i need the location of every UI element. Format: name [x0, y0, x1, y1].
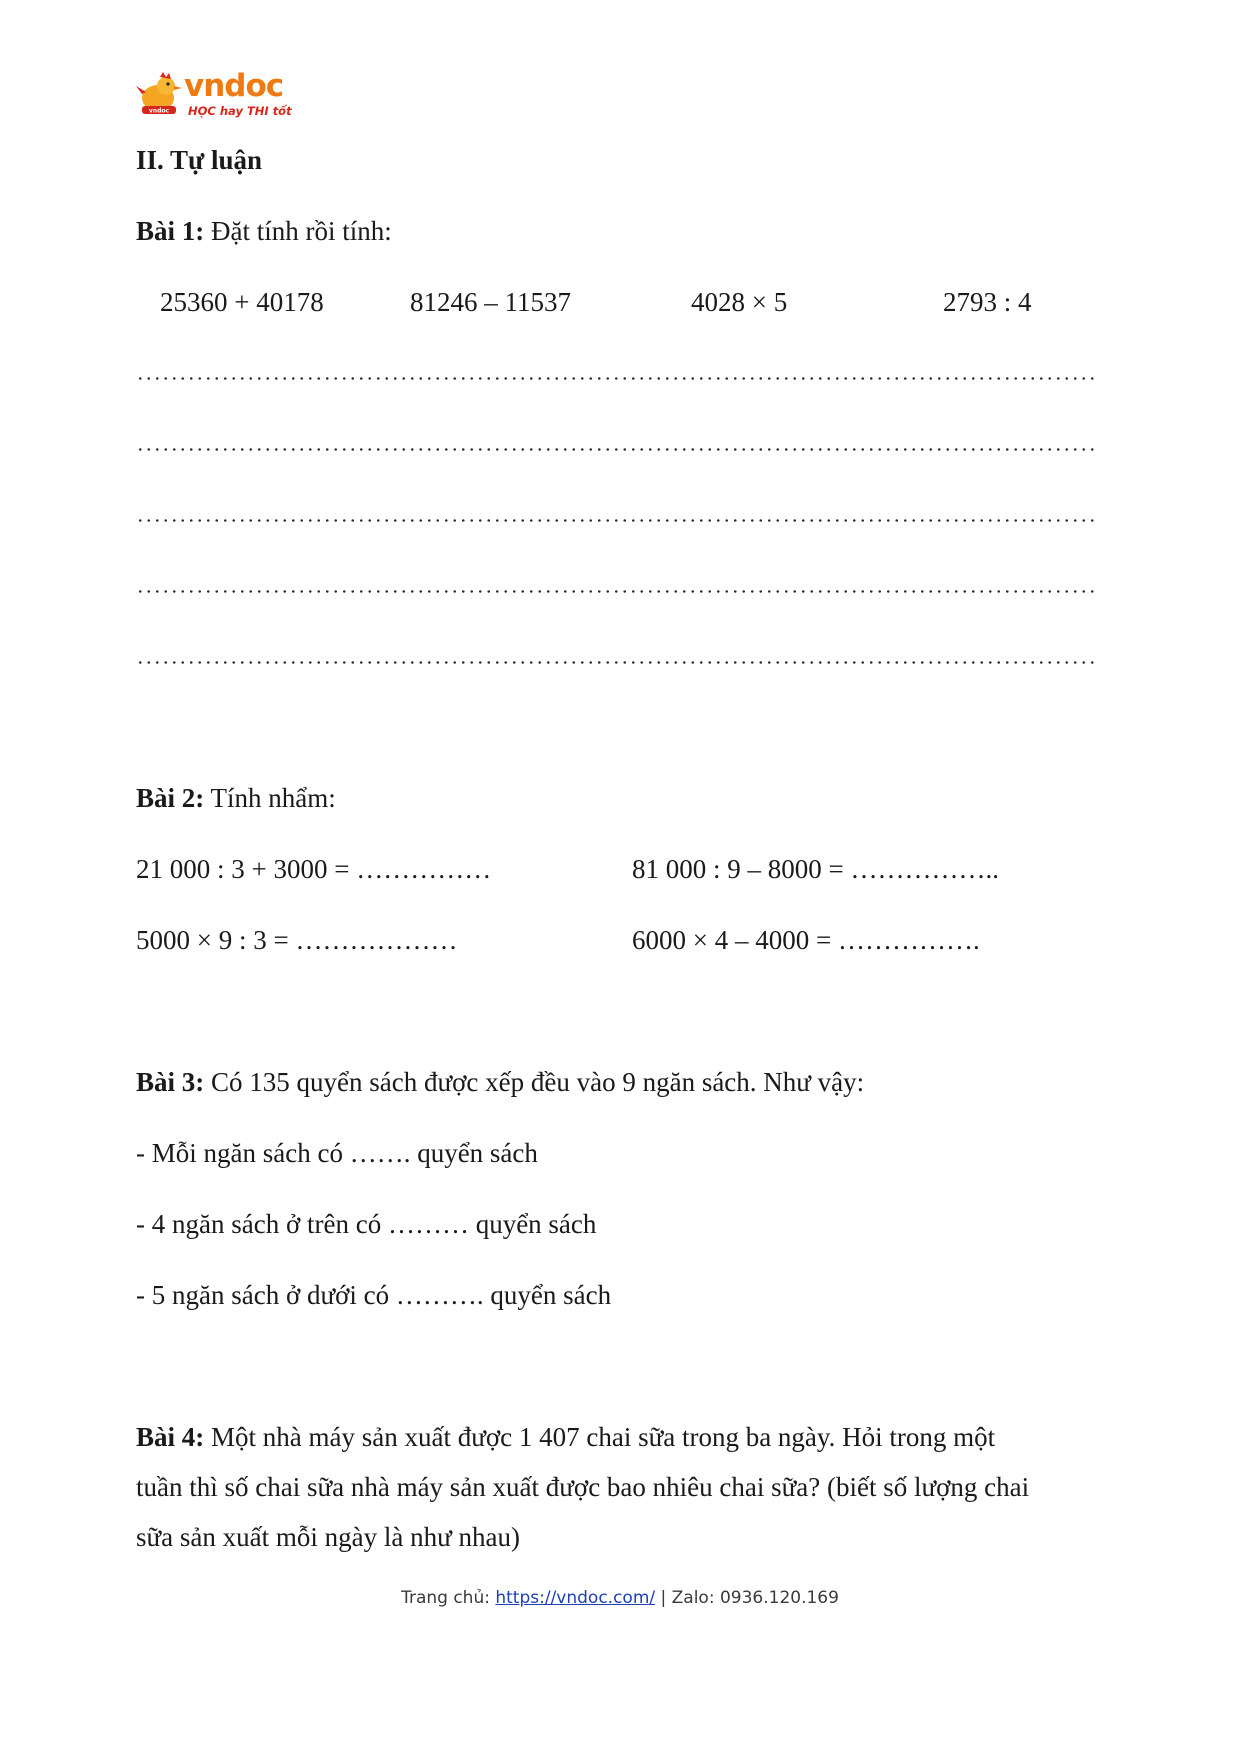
bai2-expression[interactable]: 81 000 : 9 – 8000 = …………….. [632, 854, 999, 884]
bai3-answer-line[interactable]: - 5 ngăn sách ở dưới có ………. quyển sách [136, 1280, 612, 1310]
bai2-label: Bài 2: [136, 783, 205, 813]
logo-tagline: HỌC hay THI tốt [188, 104, 292, 118]
answer-dotted-line[interactable] [136, 583, 1096, 597]
bai4-heading [136, 1421, 995, 1453]
bai2-heading [136, 782, 336, 814]
bai1-operation: 81246 – 11537 [410, 287, 571, 317]
bai3-answer-line[interactable]: - Mỗi ngăn sách có ……. quyển sách [136, 1138, 538, 1168]
footer-contact: | Zalo: 0936.120.169 [655, 1588, 839, 1608]
bai1-operation: 25360 + 40178 [160, 287, 324, 317]
bai4-label: Bài 4: [136, 1422, 205, 1452]
bai1-operation: 4028 × 5 [691, 287, 788, 317]
bai2-expression[interactable]: 21 000 : 3 + 3000 = …………… [136, 854, 492, 884]
logo-wordmark: vndoc [184, 68, 284, 104]
bai4-text-line: tuần thì số chai sữa nhà máy sản xuất được bao nhiêu chai sữa? (biết số lượng chai [136, 1472, 1030, 1502]
answer-dotted-line[interactable] [136, 654, 1096, 668]
homepage-link[interactable]: https://vndoc.com/ [495, 1588, 656, 1608]
answer-dotted-line[interactable] [136, 370, 1096, 384]
answer-dotted-line[interactable] [136, 441, 1096, 455]
rooster-mascot-icon [136, 72, 186, 120]
bai3-label: Bài 3: [136, 1067, 205, 1097]
bai4-text: Một nhà máy sản xuất được 1 407 chai sữa trong ba ngày. Hỏi trong một [204, 1422, 996, 1452]
answer-dotted-line[interactable] [136, 512, 1096, 526]
section-title: II. Tự luận [136, 145, 263, 175]
bai2-expression[interactable]: 5000 × 9 : 3 = ……………… [136, 925, 458, 955]
bai4-text-line: sữa sản xuất mỗi ngày là như nhau) [136, 1522, 520, 1552]
bai3-heading [136, 1066, 864, 1098]
bai1-text: Đặt tính rồi tính: [204, 216, 392, 246]
bai2-expression[interactable]: 6000 × 4 – 4000 = ……………. [632, 925, 980, 955]
bai3-text: Có 135 quyển sách được xếp đều vào 9 ngăn sách. Như vậy: [204, 1067, 865, 1097]
footer-prefix: Trang chủ: [401, 1588, 496, 1608]
bai3-answer-line[interactable]: - 4 ngăn sách ở trên có ……… quyển sách [136, 1209, 597, 1239]
bai1-heading [136, 215, 392, 247]
bai1-operation: 2793 : 4 [943, 287, 1032, 317]
logo-badge: vndoc [148, 107, 170, 115]
page-footer [0, 1588, 1240, 1608]
bai2-text: Tính nhẩm: [204, 783, 336, 813]
bai1-label: Bài 1: [136, 216, 205, 246]
vndoc-logo[interactable] [136, 70, 296, 122]
